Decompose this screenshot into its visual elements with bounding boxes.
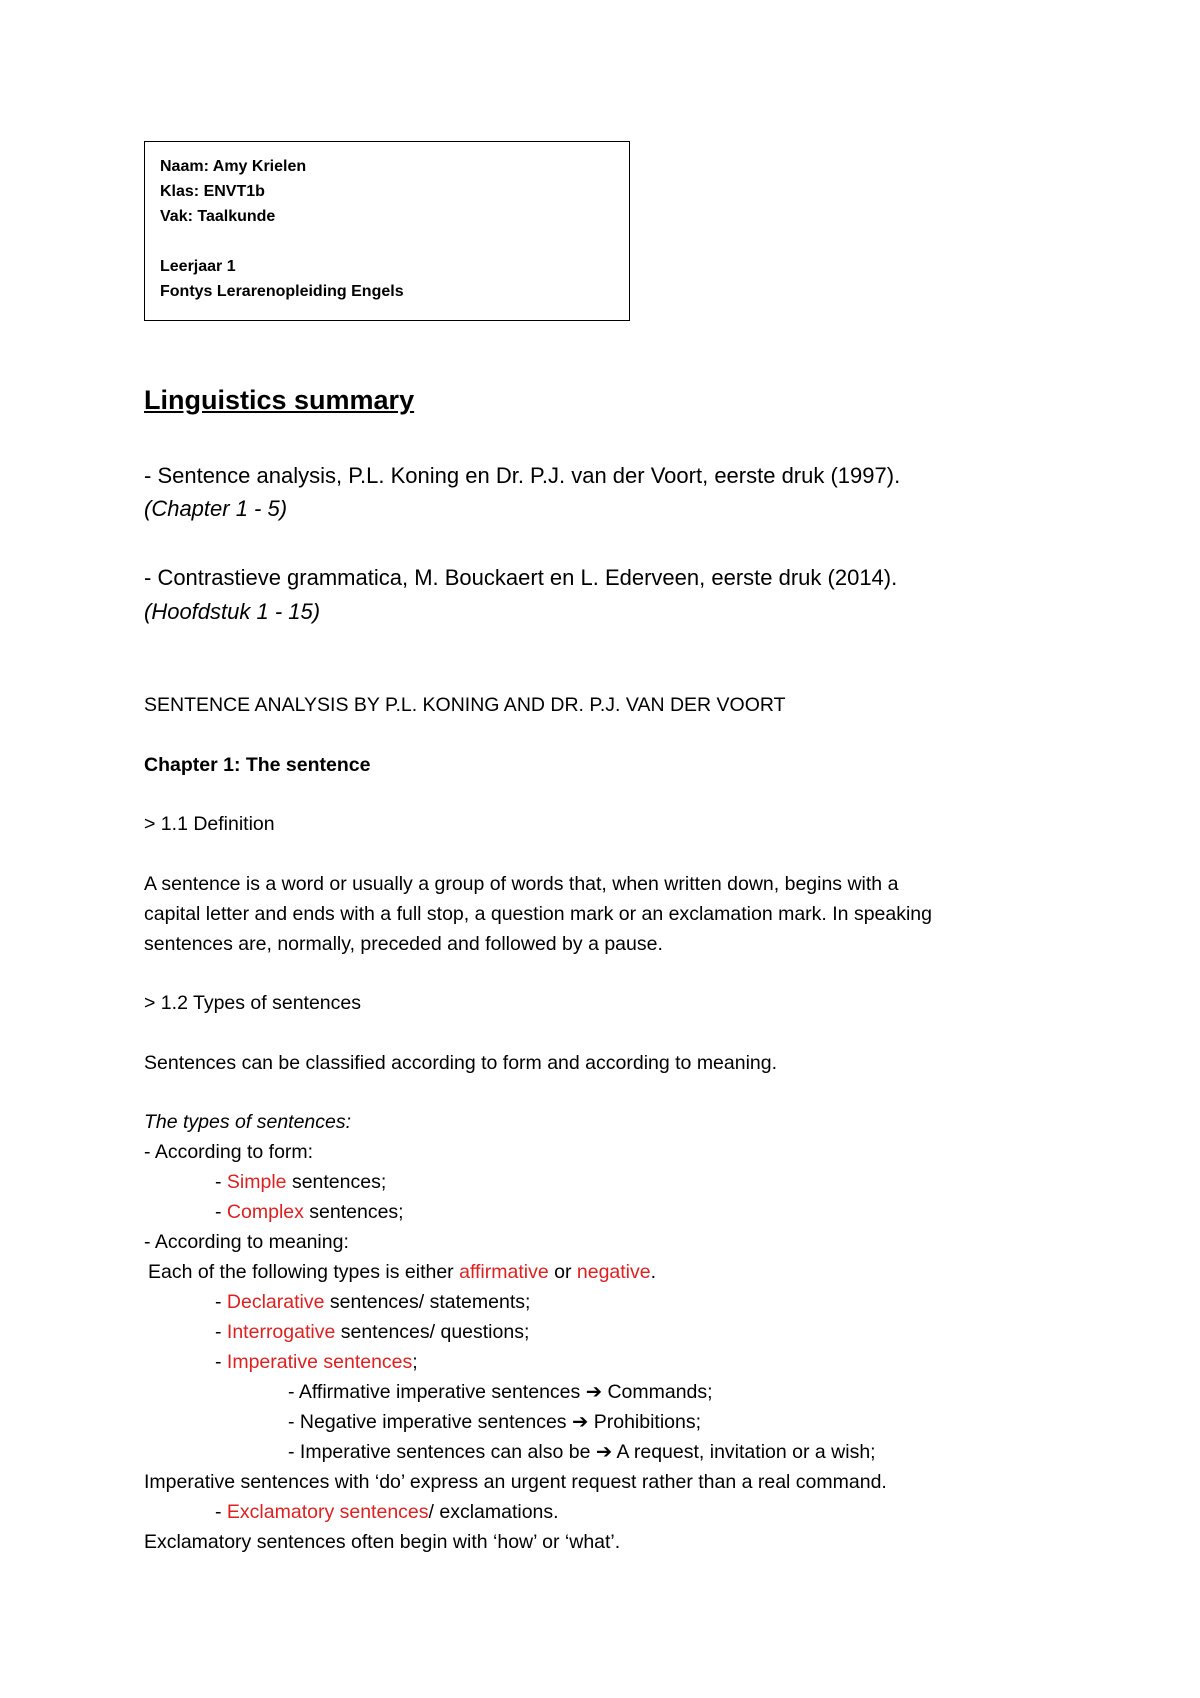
term-affirmative: affirmative xyxy=(459,1261,549,1283)
term-negative: negative xyxy=(576,1261,651,1283)
student-class: Klas: ENVT1b xyxy=(160,183,265,200)
section-heading: SENTENCE ANALYSIS BY P.L. KONING AND DR. P.J. VAN DER VOORT xyxy=(144,694,786,716)
list-item-simple: - Simple sentences; xyxy=(215,1171,387,1193)
document-title: Linguistics summary xyxy=(144,385,415,415)
chapter-heading: Chapter 1: The sentence xyxy=(144,754,371,776)
programme: Fontys Lerarenopleiding Engels xyxy=(160,283,404,300)
imperative-do-note: Imperative sentences with ‘do’ express an urgent request rather than a real command. xyxy=(144,1471,887,1493)
term-complex: Complex xyxy=(226,1201,304,1223)
term-interrogative: Interrogative xyxy=(226,1321,336,1343)
exclamatory-note: Exclamatory sentences often begin with ‘how’ or ‘what’. xyxy=(144,1531,621,1553)
list-item-declarative: - Declarative sentences/ statements; xyxy=(215,1291,531,1313)
arrow-icon: ➔ xyxy=(571,1411,589,1433)
reference-2-scope: (Hoofdstuk 1 - 15) xyxy=(144,599,321,624)
types-label: The types of sentences: xyxy=(144,1111,352,1133)
reference-1-scope: (Chapter 1 - 5) xyxy=(144,496,288,521)
definition-line-2: capital letter and ends with a full stop, a question mark or an exclamation mark. In speaking xyxy=(144,903,932,925)
list-item-complex: - Complex sentences; xyxy=(215,1201,404,1223)
definition-line-1: A sentence is a word or usually a group of words that, when written down, begins with a xyxy=(144,873,899,895)
list-item-interrogative: - Interrogative sentences/ questions; xyxy=(215,1321,530,1343)
imperative-item-prohibitions: - Negative imperative sentences ➔ Prohibitions; xyxy=(288,1411,702,1433)
affirmative-negative-note: Each of the following types is either affirmative or negative. xyxy=(148,1261,657,1283)
classified-text: Sentences can be classified according to form and according to meaning. xyxy=(144,1052,778,1074)
arrow-icon: ➔ xyxy=(595,1441,613,1463)
school-year: Leerjaar 1 xyxy=(160,258,236,275)
subject: Vak: Taalkunde xyxy=(160,208,276,225)
term-declarative: Declarative xyxy=(226,1291,325,1313)
list-item-exclamatory: - Exclamatory sentences/ exclamations. xyxy=(215,1501,559,1523)
subheading-1-1: > 1.1 Definition xyxy=(144,813,275,835)
list-item-imperative: - Imperative sentences; xyxy=(215,1351,418,1373)
imperative-item-commands: - Affirmative imperative sentences ➔ Commands; xyxy=(288,1381,713,1403)
term-simple: Simple xyxy=(226,1171,287,1193)
term-exclamatory: Exclamatory sentences xyxy=(226,1501,429,1523)
reference-2: - Contrastieve grammatica, M. Bouckaert en L. Ederveen, eerste druk (2014). xyxy=(144,565,898,590)
imperative-item-request: - Imperative sentences can also be ➔ A request, invitation or a wish; xyxy=(288,1441,876,1463)
definition-line-3: sentences are, normally, preceded and followed by a pause. xyxy=(144,933,663,955)
subheading-1-2: > 1.2 Types of sentences xyxy=(144,992,361,1014)
form-label: - According to form: xyxy=(144,1141,314,1163)
reference-1: - Sentence analysis, P.L. Koning en Dr. P.J. van der Voort, eerste druk (1997). xyxy=(144,463,901,488)
student-info-box xyxy=(144,141,630,321)
student-name: Naam: Amy Krielen xyxy=(160,158,307,175)
arrow-icon: ➔ xyxy=(585,1381,603,1403)
meaning-label: - According to meaning: xyxy=(144,1231,349,1253)
term-imperative: Imperative sentences xyxy=(226,1351,413,1373)
